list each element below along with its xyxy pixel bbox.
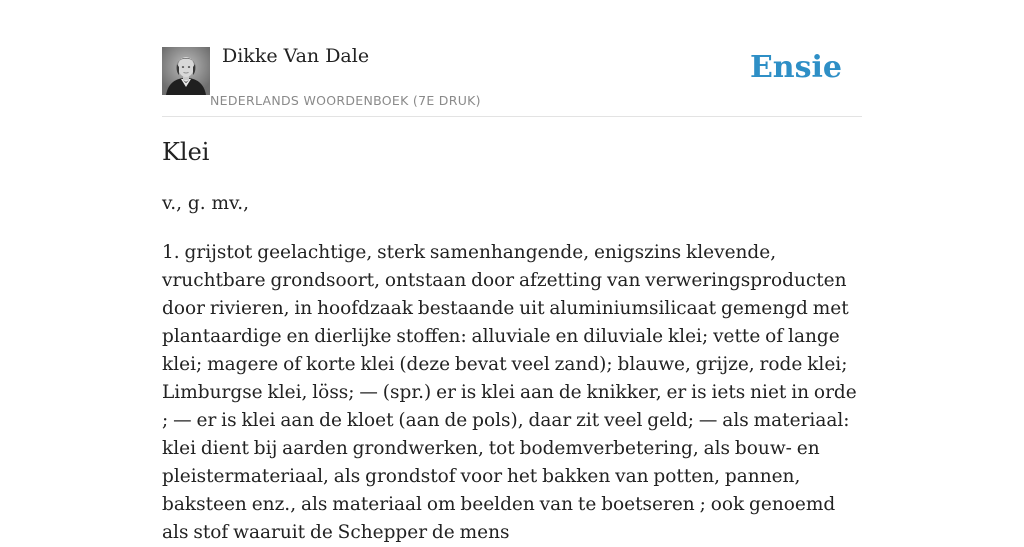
source-header	[162, 0, 862, 117]
source-subtitle[interactable]: NEDERLANDS WOORDENBOEK (7E DRUK)	[210, 93, 481, 108]
entry-definition: 1. grijstot geelachtige, sterk samenhangende, enigszins klevende, vruchtbare grondsoort, ontstaan door afzetting van verweringsproducten door rivieren, in hoofdzaak bestaande uit aluminiumsilicaat gemengd met plantaardige en dierlijke stoffen: alluviale en diluviale klei; vette of lange klei; magere of korte klei (deze bevat veel zand); blauwe, grijze, rode klei; Limburgse klei, löss; — (spr.) er is klei aan de knikker, er is iets niet in orde ; — er is klei aan de kloet (aan de pols), daar zit veel geld; — als materiaal: klei dient bij aarden grondwerken, tot bodemverbetering, als bouw- en pleistermateriaal, als grondstof voor het bakken van potten, pannen, baksteen enz., als materiaal om beelden van te boetseren ; ook genoemd als stof waaruit de Schepper de mens	[162, 242, 857, 543]
author-avatar[interactable]	[162, 47, 210, 95]
portrait-image	[162, 47, 210, 95]
source-name[interactable]: Dikke Van Dale	[222, 45, 370, 67]
entry-grammar: v., g. mv.,	[162, 193, 250, 214]
ensie-logo[interactable]: Ensie	[749, 50, 842, 85]
entry-title: Klei	[162, 138, 210, 166]
